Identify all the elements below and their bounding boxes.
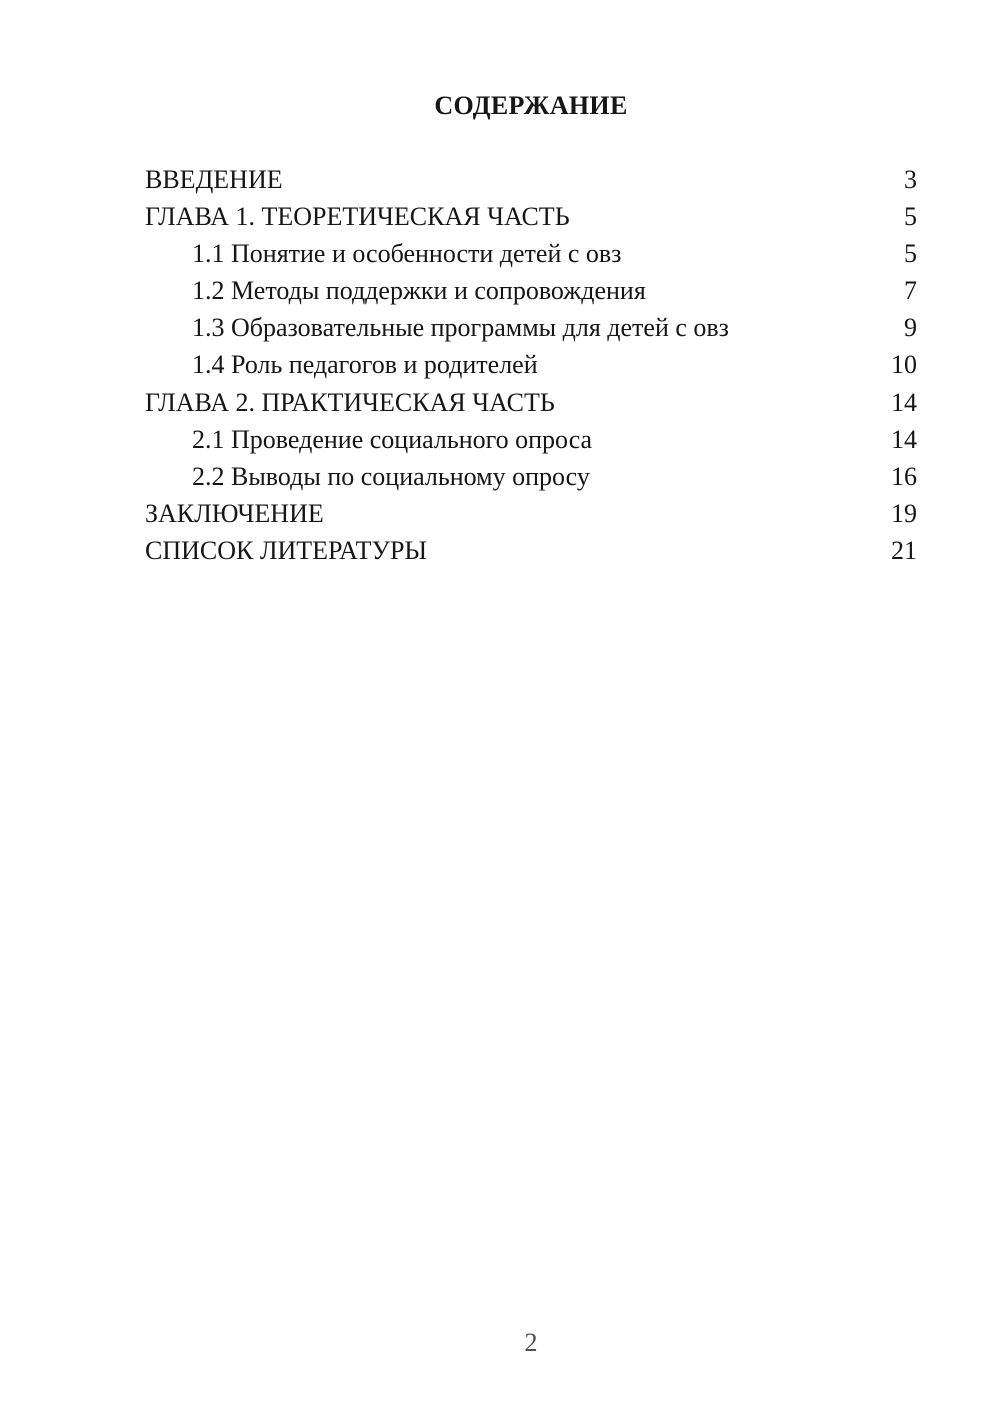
toc-entry-label: 1.4 Роль педагогов и родителей (192, 350, 538, 380)
toc-entry-label: 1.2 Методы поддержки и сопровождения (192, 276, 646, 306)
footer-page-number: 2 (524, 1328, 538, 1357)
toc-entry (145, 495, 917, 532)
toc-entry-label: 2.1 Проведение социального опроса (192, 424, 593, 454)
toc-entry-page: 16 (891, 461, 917, 491)
toc-entry-page: 21 (891, 535, 917, 565)
toc-entry-page: 19 (891, 498, 917, 528)
toc-entry (145, 198, 917, 235)
toc-entry (145, 346, 917, 383)
toc-entry-page: 10 (891, 350, 917, 380)
toc-entry (145, 235, 917, 272)
toc-entry (145, 458, 917, 495)
toc-entry-page: 14 (891, 387, 917, 417)
toc-entry-label: ГЛАВА 1. ТЕОРЕТИЧЕСКАЯ ЧАСТЬ (145, 202, 570, 232)
toc-entry-page: 5 (904, 202, 917, 232)
toc-entry (145, 309, 917, 346)
toc-entry (145, 532, 917, 569)
toc-entry-label: ВВЕДЕНИЕ (145, 165, 283, 194)
toc-entry-label: 2.2 Выводы по социальному опросу (192, 461, 590, 491)
toc-entry-page: 14 (891, 424, 917, 454)
toc-entry (145, 421, 917, 458)
toc-entry-page: 5 (904, 239, 917, 269)
toc-entry-label: 1.1 Понятие и особенности детей с овз (192, 239, 622, 269)
toc-entry-label: СПИСОК ЛИТЕРАТУРЫ (145, 535, 428, 565)
toc-entry (145, 161, 917, 198)
toc-entry-label: 1.3 Образовательные программы для детей с овз (192, 313, 729, 343)
toc-entry (145, 272, 917, 309)
toc-entry-label: ЗАКЛЮЧЕНИЕ (145, 498, 324, 528)
toc-entry-page: 3 (904, 165, 917, 194)
toc-entry-label: ГЛАВА 2. ПРАКТИЧЕСКАЯ ЧАСТЬ (145, 387, 555, 417)
table-of-contents (145, 161, 917, 569)
toc-entry (145, 384, 917, 421)
page-title: СОДЕРЖАНИЕ (434, 91, 628, 120)
toc-entry-page: 7 (904, 276, 917, 306)
toc-entry-page: 9 (904, 313, 917, 343)
